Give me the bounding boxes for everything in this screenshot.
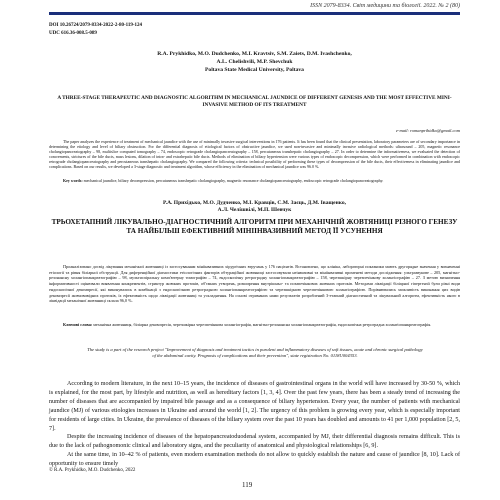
authors-en-2: A.L. Chelishvili, M.P. Shevchuk xyxy=(216,59,293,65)
header-rule xyxy=(49,12,460,15)
author-email: e-mail: romanprihidko@gmail.com xyxy=(396,128,460,133)
authors-en: R.A. Prykhidko, M.O. Dudchenko, M.I. Kravtsiv, S.M. Zaiets, D.M. Ivashchenko, xyxy=(157,51,352,57)
title-ua: ТРЬОХЕТАПНИЙ ЛІКУВАЛЬНО-ДІАГНОСТИЧНИЙ АЛГОРИТМ ПРИ МЕХАНІЧНІЙ ЖОВТЯНИЦІ РІЗНОГО ГЕНЕЗУ ТА НАЙБІЛЬШ ЕФЕКТИВНИЙ МІНІІНВАЗИВНИЙ МЕТОД ЇЇ УСУНЕННЯ xyxy=(51,218,458,235)
abstract-en: The paper analyzes the experience of treatment of mechanical jaundice with the use of minimally invasive surgical interventions in 176 patients. It has been found that the clinical presentation, laboratory parameters are of secondary importance in determining the etiology and level of biliary obstruction. For the differential diagnosis of etiological factors of obstructive jaundice, we used non-invasive and minimally invasive radiological methods: ultrasound – 205, magnetic resonance cholangiopancreatography – 98, multislice computed tomography – 74, endoscopic retrograde cholangiopancreatography – 158, percutaneous transhepatic cholangiography – 27. In order to determine the informativeness, we evaluated the detection of concrements, strictures of the bile ducts, mass lesions, dilation of intra- and extrahepatic bile ducts. Methods of elimination of biliary hypertension were various types of endoscopic decompression, which were performed in combination with endoscopic retrograde cholangiopancreatography and percutaneous transhepatic cholangiography. We compared the following criteria: technical possibility of performing these types of decompression of the bile ducts, their effectiveness in eliminating jaundice and complications. Based on our results, we developed a 3-stage diagnostic and treatment algorithm, whose efficiency in the elimination of mechanical jaundice was 96.0 %. xyxy=(49,139,460,169)
body-text xyxy=(49,380,460,469)
body-paragraph: Despite the increasing incidence of diseases of the hepatopancreatoduodenal system, accompanied by MJ, their differential diagnosis remains difficult. This is due to the lack of pathognomonic clinical and laboratory signs, and the peculiarity of anatomical and physiological relationships [6, 9]. xyxy=(49,434,460,450)
copyright-line: © R.A. Prykhidko, M.O. Dudchenko, 2022 xyxy=(49,468,136,473)
keywords-ua-text: механічна жовтяниця, біліарна декомпресія, черезшкірна черезпечінкова холангіографія, магнітно-резонансна холангіопанкреатографія, ендоскопічна ретроградна холангіопанкреатографія. xyxy=(93,322,432,327)
keywords-ua-label: Ключові слова: xyxy=(63,322,93,327)
journal-header: ISSN 2079-8334. Світ медицини та біології. 2022. № 2 (80) xyxy=(310,3,460,9)
abstract-ua: Проаналізовано досвід лікування механічної жовтяниці із застосуванням мініінвазивних хірургічних втручань у 176 пацієнтів. Встановлено, що клініка, лабораторні показники мають другорядне значення у визначенні етіології та рівня біліарної обструкції. Для диференційної діагностики етіологічних факторів обтураційної жовтяниці застосовували неінвазивні та мініінвазивні променеві методи дослідження: ультразвукове – 205, магнітно-резонансну холангіопанкреатографію – 98, мультиспіральну комп'ютерну томографію – 74, ендоскопічну ретроградну холангіопанкреатографію – 158, черезшкірну черезпечінкову холангіографію – 27. З метою визначення інформативності оцінювали виявлення конкрементів, стриктур жовчних протоків, об'ємних утворень, розширення внутрішньо- та позапечінкових жовчних протоків. Методами ліквідації біліарної гіпертензії були різні види ендоскопічної декомпресії, які виконувались в комбінації з ендоскопічною ретроградною холангіопанкреатографією та черезшкірною черезпечінковою холангіографією. Порівнювались можливість виконання цих видів декомпресії жовчовивідних протоків, їх ефективність щодо ліквідації жовтяниці та ускладнення. На основі отриманих нами результатів розроблений 3-етапний діагностичний та лікувальний алгоритм, ефективність якого в ліквідації механічної жовтяниці склала 96,0 %. xyxy=(49,264,460,304)
page-number: 119 xyxy=(242,481,253,489)
doi-line: DOI 10.26724/2079-8334-2022-2-80-119-124 xyxy=(49,23,143,28)
authors-ua-line-2: А.Л. Челішвілі, М.П. Шевчук xyxy=(217,207,292,213)
institution: Poltava State Medical University, Poltava xyxy=(205,67,304,73)
keywords-en-label: Key words: xyxy=(63,178,83,183)
authors-ua xyxy=(49,200,460,214)
body-paragraph: At the same time, in 10–42 % of patients, even modern examination methods do not allow to quickly establish the nature and cause of jaundice [8, 10]. Lack of opportunity to ensure timely xyxy=(49,452,460,468)
udc-line: UDC 616.36-008.5-089 xyxy=(49,31,97,36)
keywords-en-text: mechanical jaundice, biliary decompression, percutaneous transhepatic cholangiography, magnetic resonance cholangiopancreatography, endoscopic retrograde cholangiopancreatography. xyxy=(83,178,384,183)
funding-note: The study is a part of the research project "Improvement of diagnosis and treatment tactics in purulent and inflammatory diseases of soft tissues, acute and chronic surgical pathology of the abdominal cavity. Prognosis of complications and their prevention", state registration No. 0118U004353. xyxy=(87,347,423,358)
authors-ua-line-1: Р.А. Прихідько, М.О. Дудченко, М.І. Кравців, С.М. Заєць, Д.М. Іващенко, xyxy=(163,200,346,206)
keywords-en xyxy=(49,178,460,183)
keywords-ua xyxy=(49,322,460,328)
body-paragraph: According to modern literature, in the next 10–15 years, the incidence of diseases of gastrointestinal organs in the world will have increased by 30-50 %, which is explained, for the most part, by lifestyle and nutrition, as well as hereditary factors [1, 3, 4]. Over the past few years, there has been a steady trend of increasing the number of diseases that are accompanied by impaired bile passage and as a consequence of biliary hypertension. Every year, the number of patients with mechanical jaundice (MJ) of various etiologies increases in Ukraine and around the world [1, 2]. The urgency of this problem is growing every year, which is especially important for residents of large cities. In Ukraine, the prevalence of diseases of the biliary system over the past 10 years has doubled and amounts to 41 per 1,000 population [2, 5, 7]. xyxy=(49,381,460,432)
title-en: A THREE-STAGE THERAPEUTIC AND DIAGNOSTIC ALGORITHM IN MECHANICAL JAUNDICE OF DIFFERENT GENESIS AND THE MOST EFFECTIVE MINI-INVASIVE METHOD OF ITS TREATMENT xyxy=(57,95,452,108)
